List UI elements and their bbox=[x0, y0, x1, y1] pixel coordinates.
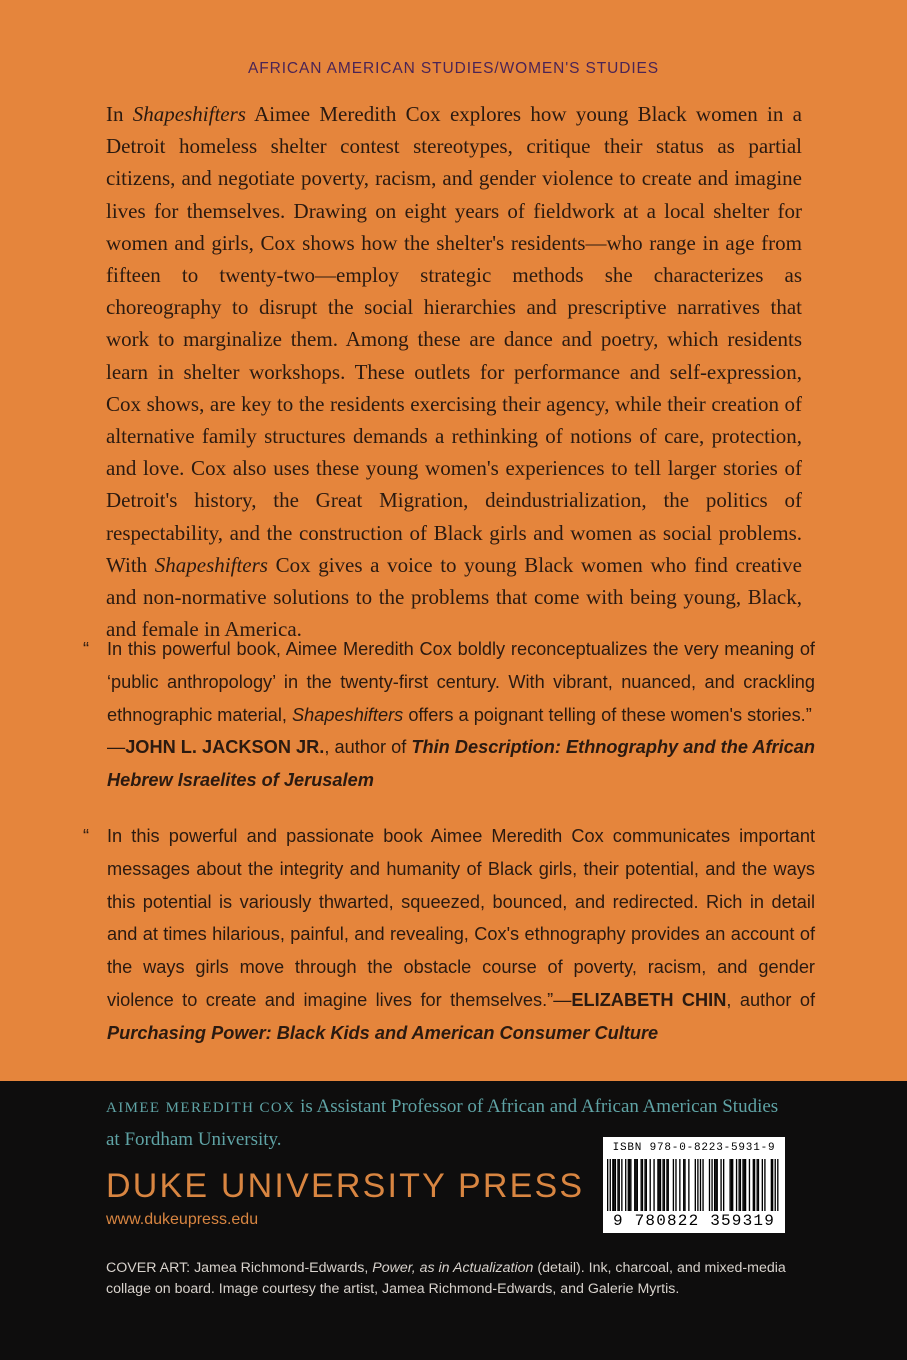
barcode-bar bbox=[697, 1159, 698, 1211]
barcode-bar bbox=[695, 1159, 696, 1211]
quote-text: In this powerful and passionate book Aimee Meredith Cox communicates important messages about the integrity and humanity of Black girls, their potential, and the ways this potential is variously thwarted, squeezed, bounced, and redirected. Rich in detail and at times hilarious, painful, and revealing, Cox's ethnography provides an account of the ways girls move through the obstacle course of poverty, racism, and gender violence to create and imagine lives for themselves.” bbox=[107, 826, 815, 1010]
barcode-bar bbox=[714, 1159, 715, 1211]
quote-dash: — bbox=[107, 737, 126, 758]
barcode-bar bbox=[657, 1159, 658, 1211]
barcode-bar bbox=[742, 1159, 743, 1211]
barcode-bar bbox=[715, 1159, 716, 1211]
open-quote-mark: “ bbox=[83, 826, 90, 846]
endorser-name: ELIZABETH CHIN bbox=[571, 989, 727, 1010]
isbn-label: ISBN 978-0-8223-5931-9 bbox=[612, 1142, 776, 1154]
barcode-bar bbox=[731, 1159, 732, 1211]
barcode-bar bbox=[711, 1159, 712, 1211]
barcode-bar bbox=[619, 1159, 620, 1211]
artwork-title: Power, as in Actualization bbox=[372, 1260, 534, 1276]
endorser-book-title: Thin Description: Ethnography and the African Hebrew Israelites of Jerusalem bbox=[107, 737, 815, 791]
cover-art-credit bbox=[106, 1258, 806, 1299]
quote-text: In this powerful book, Aimee Meredith Cox boldly reconceptualizes the very meaning of ‘public anthropology’ in the twenty-first century. With vibrant, nuanced, and crackling ethnographic material, bbox=[107, 639, 815, 725]
blurb-text-part1: Aimee Meredith Cox explores how young Black women in a Detroit homeless shelter contest stereotypes, critique their status as partial citizens, and negotiate poverty, racism, and gender violence to create and imagine lives for themselves. Drawing on eight years of fieldwork at a local shelter for women and girls, Cox shows how the shelter's residents—who range in age from fifteen to twenty-two—employ strategic methods she characterizes as choreography to disrupt the social hierarchies and prescriptive narratives that work to marginalize them. Among these are dance and poetry, which residents learn in shelter workshops. These outlets for performance and self-expression, Cox shows, are key to the residents exercising their agency, while their creation of alternative family structures demands a rethinking of notions of care, protection, and love. Cox also uses these young women's experiences to tell larger stories of Detroit's history, the Great Migration, deindustrialization, the politics of respectability, and the construction of Black girls and women as social problems. With bbox=[106, 102, 802, 577]
quote-text: offers a poignant telling of these women's stories.” bbox=[408, 704, 812, 725]
barcode-bar bbox=[709, 1159, 710, 1211]
description-blurb bbox=[106, 98, 802, 645]
barcode-bar bbox=[771, 1159, 772, 1211]
author-of-label: , author of bbox=[324, 737, 407, 758]
barcode-bar bbox=[666, 1159, 667, 1211]
open-quote-mark: “ bbox=[83, 639, 90, 659]
author-of-label: , author of bbox=[726, 989, 815, 1010]
barcode-bar bbox=[732, 1159, 733, 1211]
barcode-bar bbox=[762, 1159, 763, 1211]
barcode-bar bbox=[630, 1159, 631, 1211]
barcode-bar bbox=[675, 1159, 676, 1211]
barcode-bar bbox=[700, 1159, 701, 1211]
barcode-bar bbox=[749, 1159, 750, 1211]
barcode-bar bbox=[679, 1159, 680, 1211]
barcode-bar bbox=[660, 1159, 661, 1211]
barcode-bar bbox=[615, 1159, 616, 1211]
barcode-bar bbox=[736, 1159, 737, 1211]
barcode-bar bbox=[653, 1159, 654, 1211]
barcode-bar bbox=[702, 1159, 703, 1211]
barcode-bar bbox=[772, 1159, 773, 1211]
barcode-bar bbox=[754, 1159, 755, 1211]
publisher-name: DUKE UNIVERSITY PRESS bbox=[106, 1167, 585, 1205]
book-title: Shapeshifters bbox=[154, 552, 268, 577]
barcode-bar bbox=[662, 1159, 663, 1211]
barcode-bar bbox=[621, 1159, 622, 1211]
barcode-bar bbox=[758, 1159, 759, 1211]
barcode-bar bbox=[775, 1159, 776, 1211]
barcode-digits: 9 780822 359319 bbox=[612, 1212, 776, 1230]
barcode-bar bbox=[764, 1159, 765, 1211]
blurb-text-part2: Cox gives a voice to young Black women who find creative and non-normative solutions to the problems that come with being young, Black, and female in America. bbox=[106, 552, 802, 642]
barcode-bar bbox=[629, 1159, 630, 1211]
barcode-bar bbox=[684, 1159, 685, 1211]
barcode-bar bbox=[753, 1159, 754, 1211]
blurb-in: In bbox=[106, 102, 124, 126]
endorsement-quote bbox=[83, 820, 815, 1050]
barcode-bar bbox=[641, 1159, 642, 1211]
barcode-bar bbox=[720, 1159, 721, 1211]
barcode-bar bbox=[625, 1159, 626, 1211]
barcode-bar bbox=[717, 1159, 718, 1211]
barcode-bar bbox=[757, 1159, 758, 1211]
isbn-barcode bbox=[603, 1137, 785, 1233]
endorser-book-title: Purchasing Power: Black Kids and American Consumer Culture bbox=[107, 1022, 659, 1043]
barcode-graphic bbox=[607, 1159, 781, 1211]
barcode-bar bbox=[635, 1159, 636, 1211]
barcode-bar bbox=[646, 1159, 647, 1211]
barcode-bar bbox=[642, 1159, 643, 1211]
publisher-website: www.dukeupress.edu bbox=[106, 1211, 259, 1228]
barcode-bar bbox=[740, 1159, 741, 1211]
credit-artist: Jamea Richmond-Edwards, bbox=[194, 1260, 369, 1276]
barcode-bar bbox=[634, 1159, 635, 1211]
barcode-bar bbox=[668, 1159, 669, 1211]
barcode-bar bbox=[673, 1159, 674, 1211]
barcode-bar bbox=[644, 1159, 645, 1211]
endorser-name: JOHN L. JACKSON JR. bbox=[125, 737, 325, 758]
barcode-bar bbox=[637, 1159, 638, 1211]
barcode-bar bbox=[650, 1159, 651, 1211]
barcode-bar bbox=[688, 1159, 689, 1211]
barcode-bar bbox=[745, 1159, 746, 1211]
barcode-bar bbox=[612, 1159, 613, 1211]
author-name: AIMEE MEREDITH COX bbox=[106, 1100, 296, 1116]
barcode-bar bbox=[610, 1159, 611, 1211]
barcode-bar bbox=[607, 1159, 608, 1211]
credit-label: COVER ART: bbox=[106, 1260, 191, 1276]
barcode-bar bbox=[617, 1159, 618, 1211]
book-title: Shapeshifters bbox=[132, 102, 246, 126]
category-label: AFRICAN AMERICAN STUDIES/WOMEN'S STUDIES bbox=[248, 60, 659, 77]
endorsement-quote bbox=[83, 633, 815, 797]
quote-dash: — bbox=[553, 989, 572, 1010]
barcode-bar bbox=[729, 1159, 730, 1211]
barcode-bar bbox=[613, 1159, 614, 1211]
barcode-bar bbox=[664, 1159, 665, 1211]
barcode-bar bbox=[628, 1159, 629, 1211]
author-bio-text: is Assistant Professor of African and African American Studies at Fordham University. bbox=[106, 1096, 779, 1150]
barcode-bar bbox=[683, 1159, 684, 1211]
barcode-bar bbox=[744, 1159, 745, 1211]
barcode-bar bbox=[723, 1159, 724, 1211]
back-cover-footer bbox=[0, 1081, 907, 1360]
credit-detail: (detail). Ink, charcoal, and mixed-media collage on board. Image courtesy the artist, Jamea Richmond-Edwards, and Galerie Myrtis. bbox=[106, 1260, 786, 1297]
barcode-bar bbox=[777, 1159, 778, 1211]
barcode-bar bbox=[659, 1159, 660, 1211]
book-title: Shapeshifters bbox=[292, 704, 404, 725]
barcode-bar bbox=[738, 1159, 739, 1211]
